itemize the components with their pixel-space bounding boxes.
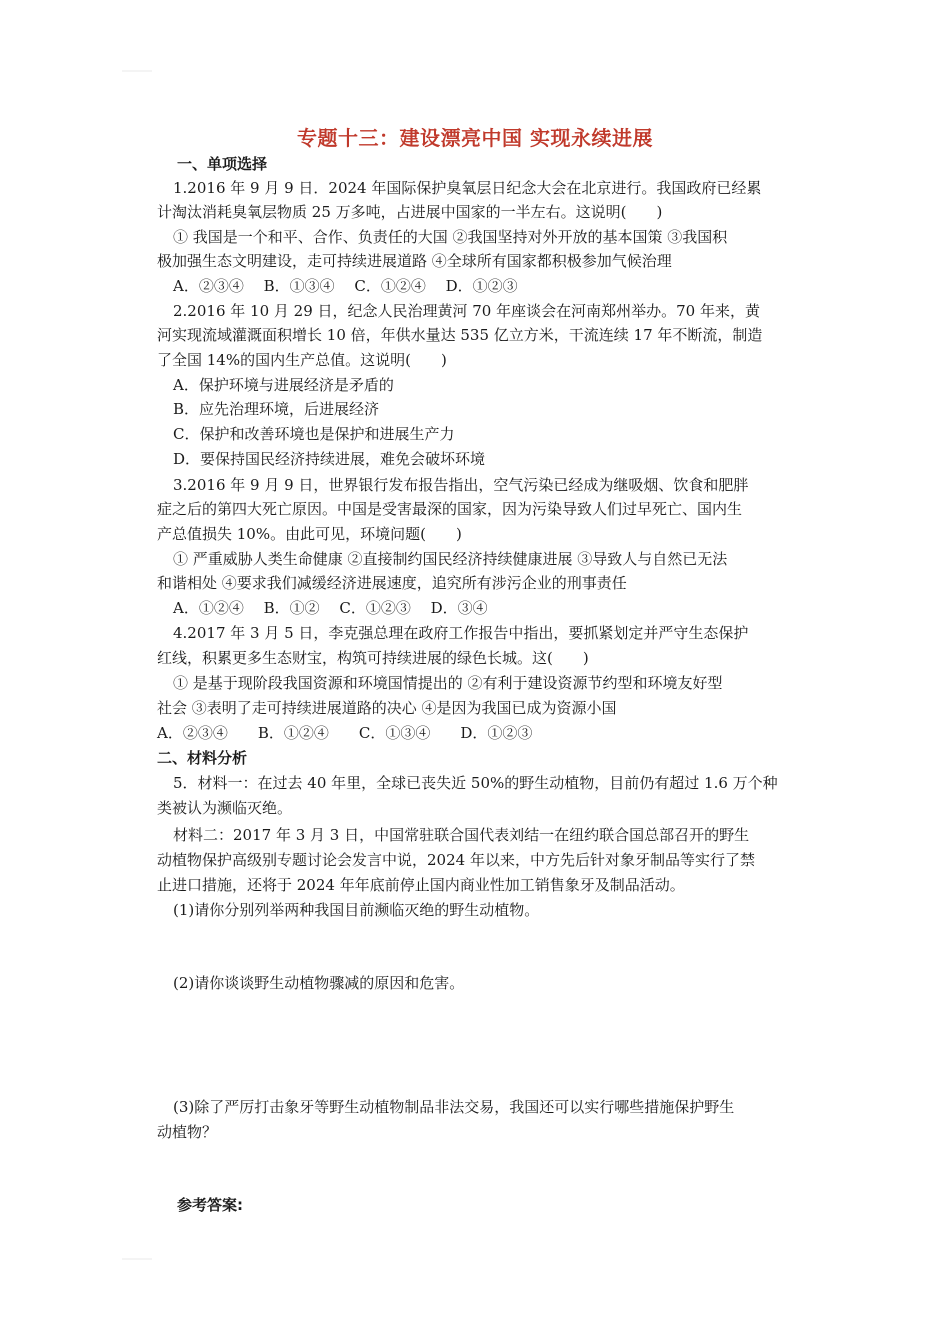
question-line: ① 是基于现阶段我国资源和环境国情提出的 ②有利于建设资源节约型和环境友好型 [173, 674, 723, 692]
section-heading: 二、材料分析 [157, 749, 248, 767]
question-line: 症之后的第四大死亡原因。中国是受害最深的国家，因为污染导致人们过早死亡、国内生 [157, 500, 743, 518]
question-line: ① 我国是一个和平、合作、负责任的大国 ②我国坚持对外开放的基本国策 ③我国积 [173, 228, 728, 246]
question-line: 极加强生态文明建设，走可持续进展道路 ④全球所有国家都积极参加气候治理 [157, 252, 672, 270]
section-heading: 一、单项选择 [177, 155, 268, 173]
question-line: 计淘汰消耗臭氧层物质 25 万多吨，占进展中国家的一半左右。这说明( ) [157, 203, 663, 221]
question-line: 4.2017 年 3 月 5 日，李克强总理在政府工作报告中指出，要抓紧划定并严守生态保护 [173, 624, 749, 642]
question-line: 2.2016 年 10 月 29 日，纪念人民治理黄河 70 年座谈会在河南郑州举办。70 年来，黄 [173, 302, 760, 320]
answer-option: A．保护环境与进展经济是矛盾的 [173, 376, 394, 394]
question-line: 材料二：2017 年 3 月 3 日，中国常驻联合国代表刘结一在纽约联合国总部召开的野生 [173, 826, 750, 844]
question-line: ① 严重威胁人类生命健康 ②直接制约国民经济持续健康进展 ③导致人与自然已无法 [173, 550, 728, 568]
answer-option: C．保护和改善环境也是保护和进展生产力 [173, 425, 455, 443]
question-line: 红线，积累更多生态财宝，构筑可持续进展的绿色长城。这( ) [157, 649, 589, 667]
sub-question: (3)除了严厉打击象牙等野生动植物制品非法交易，我国还可以实行哪些措施保护野生 [173, 1098, 735, 1116]
answers-heading: 参考答案: [177, 1196, 243, 1214]
page-corner-mark [122, 70, 152, 72]
answer-options: A．②③④ B．①②④ C．①③④ D．①②③ [157, 724, 533, 742]
question-line: 3.2016 年 9 月 9 日，世界银行发布报告指出，空气污染已经成为继吸烟、饮食和肥胖 [173, 476, 749, 494]
answer-options: A．②③④ B．①③④ C．①②④ D．①②③ [173, 277, 518, 295]
question-line: 动植物保护高级别专题讨论会发言中说，2024 年以来，中方先后针对象牙制品等实行了禁 [157, 851, 755, 869]
question-line: 1.2016 年 9 月 9 日．2024 年国际保护臭氧层日纪念大会在北京进行。我国政府已经累 [173, 179, 762, 197]
page-corner-mark [122, 1258, 152, 1260]
question-line: 河实现流域灌溉面积增长 10 倍，年供水量达 535 亿立方米，干流连续 17 年不断流，制造 [157, 326, 763, 344]
sub-question: 动植物？ [157, 1123, 218, 1141]
question-line: 和谐相处 ④要求我们减缓经济进展速度，追究所有涉污企业的刑事责任 [157, 574, 627, 592]
question-line: 社会 ③表明了走可持续进展道路的决心 ④是因为我国已成为资源小国 [157, 699, 617, 717]
question-line: 5．材料一：在过去 40 年里，全球已丧失近 50%的野生动植物，目前仍有超过 1.6 万个种 [173, 774, 778, 792]
sub-question: (1)请你分别列举两种我国目前濒临灭绝的野生动植物。 [173, 901, 540, 919]
answer-option: D．要保持国民经济持续进展，难免会破坏环境 [173, 450, 486, 468]
answer-options: A．①②④ B．①② C．①②③ D．③④ [173, 599, 488, 617]
question-line: 产总值损失 10%。由此可见，环境问题( ) [157, 525, 462, 543]
question-line: 止进口措施，还将于 2024 年年底前停止国内商业性加工销售象牙及制品活动。 [157, 876, 685, 894]
document-title: 专题十三：建设漂亮中国 实现永续进展 [297, 126, 653, 150]
question-line: 了全国 14%的国内生产总值。这说明( ) [157, 351, 447, 369]
sub-question: (2)请你谈谈野生动植物骤减的原因和危害。 [173, 974, 465, 992]
answer-option: B．应先治理环境，后进展经济 [173, 400, 380, 418]
question-line: 类被认为濒临灭绝。 [157, 799, 293, 817]
